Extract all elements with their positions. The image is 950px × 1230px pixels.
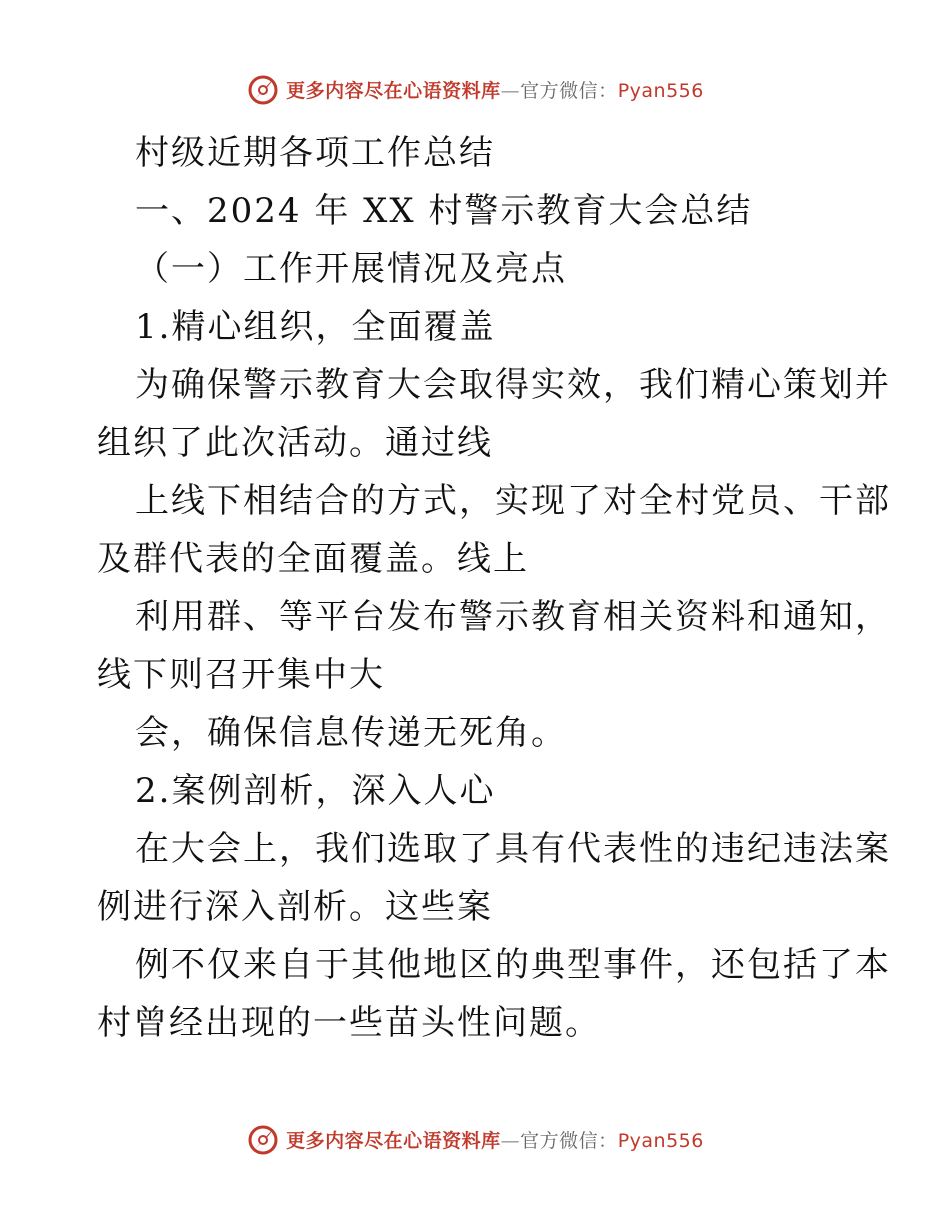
text-line: 及群代表的全面覆盖。线上 — [97, 539, 529, 579]
text-line: 会，确保信息传递无死角。 — [135, 713, 567, 753]
watermark-text — [286, 76, 704, 103]
text-line: 在大会上，我们选取了具有代表性的违纪违法案 — [135, 829, 891, 869]
text-line: 2.案例剖析，深入人心 — [135, 771, 496, 811]
watermark-dash: — — [500, 1129, 521, 1152]
footer-watermark — [0, 1122, 950, 1156]
watermark-wechat-id: Pyan556 — [617, 1129, 704, 1152]
text-line: 线下则召开集中大 — [97, 655, 385, 695]
text-line: 村级近期各项工作总结 — [135, 133, 495, 173]
feather-logo-icon — [246, 1122, 280, 1156]
text-line: （一）工作开展情况及亮点 — [135, 249, 567, 289]
watermark-dash: — — [500, 79, 521, 102]
watermark-wechat-id: Pyan556 — [617, 79, 704, 102]
text-line: 组织了此次活动。通过线 — [97, 423, 493, 463]
text-line: 利用群、等平台发布警示教育相关资料和通知， — [135, 597, 891, 637]
watermark-brand: 更多内容尽在心语资料库 — [286, 1129, 501, 1152]
watermark-text — [286, 1126, 704, 1153]
text-line: 村曾经出现的一些苗头性问题。 — [97, 1003, 601, 1043]
text-line: 一、2024 年 XX 村警示教育大会总结 — [135, 191, 753, 231]
text-line: 例进行深入剖析。这些案 — [97, 887, 493, 927]
header-watermark — [0, 72, 950, 106]
watermark-brand: 更多内容尽在心语资料库 — [286, 79, 501, 102]
watermark-official-label: 官方微信： — [520, 79, 618, 102]
text-line: 例不仅来自于其他地区的典型事件，还包括了本 — [135, 945, 891, 985]
text-line: 1.精心组织，全面覆盖 — [135, 307, 496, 347]
document-body — [97, 124, 891, 1052]
text-line: 为确保警示教育大会取得实效，我们精心策划并 — [135, 365, 891, 405]
text-line: 上线下相结合的方式，实现了对全村党员、干部 — [135, 481, 891, 521]
feather-logo-icon — [246, 72, 280, 106]
watermark-official-label: 官方微信： — [520, 1129, 618, 1152]
